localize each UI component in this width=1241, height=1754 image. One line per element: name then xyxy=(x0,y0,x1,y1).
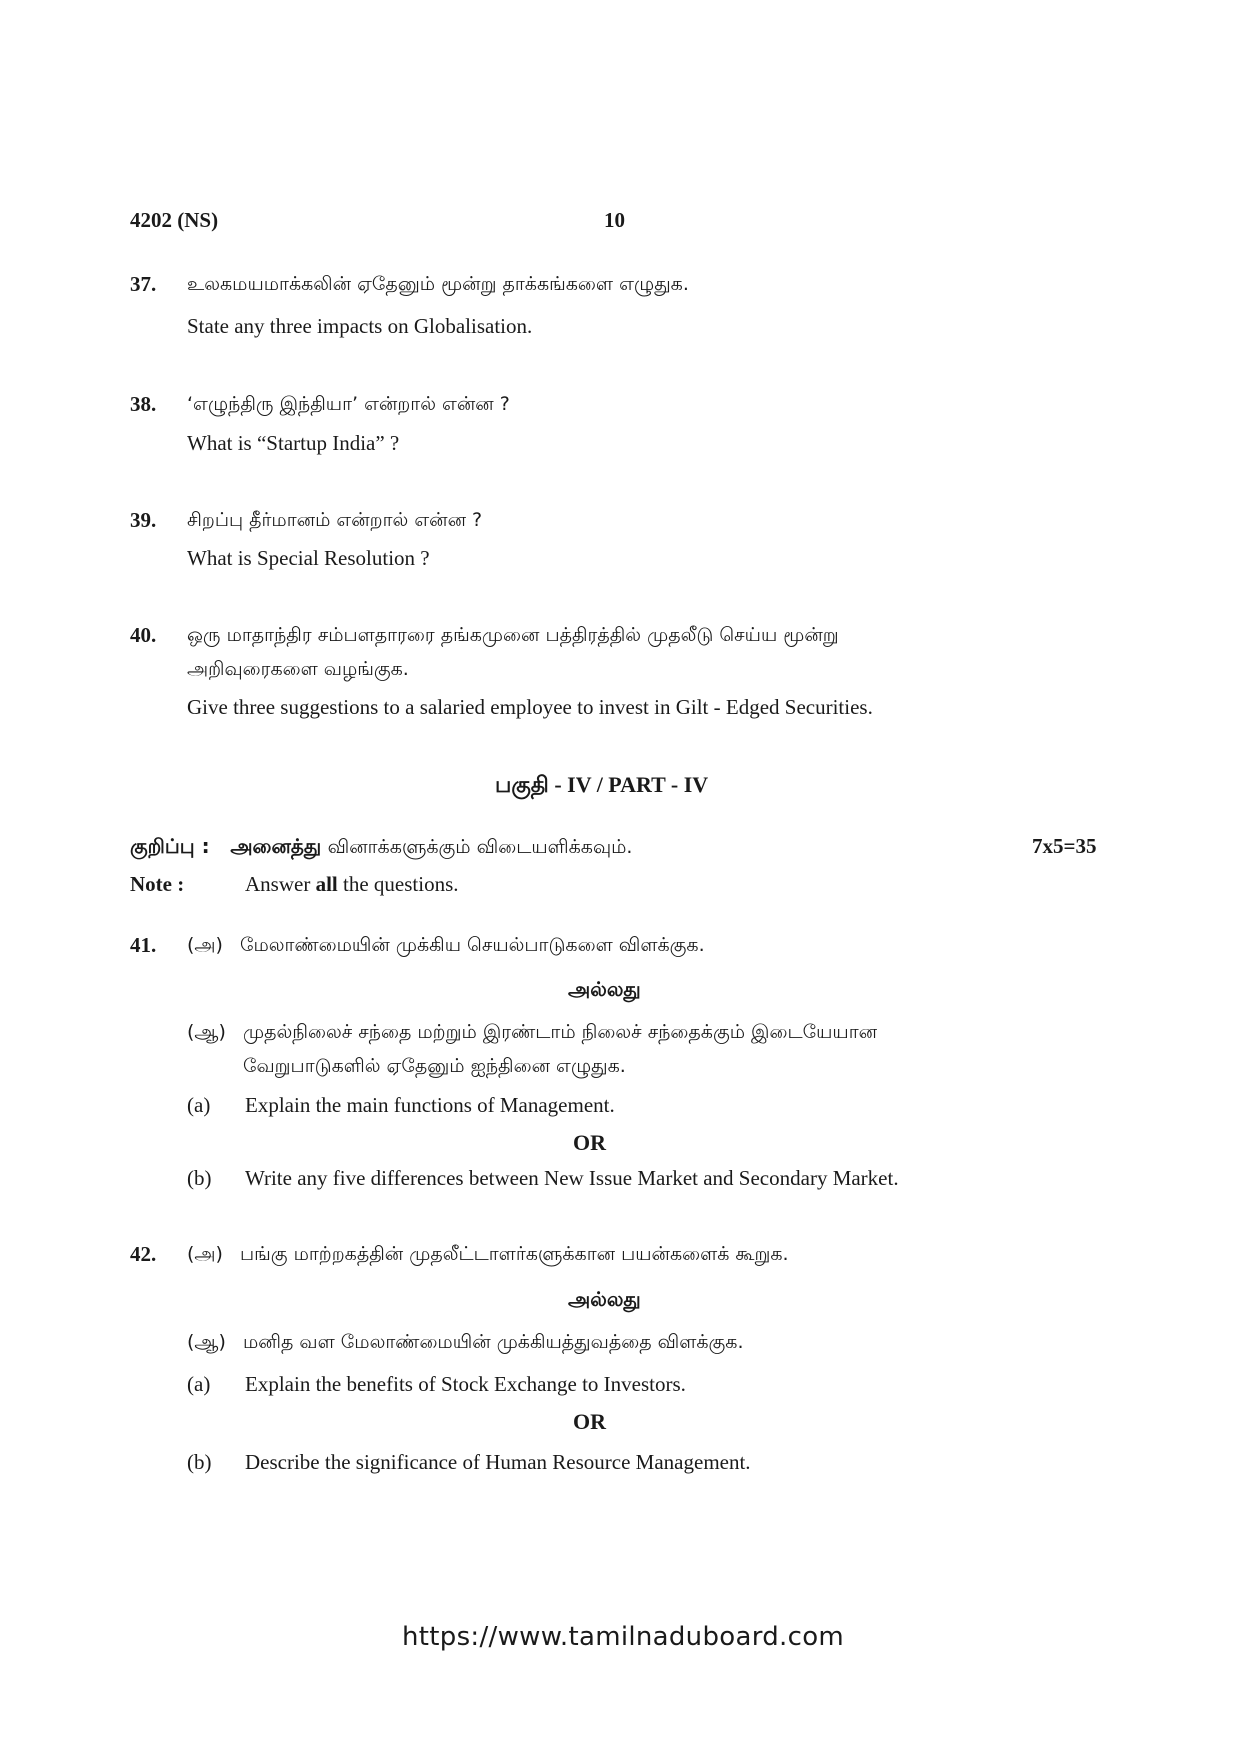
question-number: 40. xyxy=(130,623,157,647)
footer-url-link[interactable]: https://www.tamilnaduboard.com xyxy=(402,1622,845,1652)
note-label-tamil: குறிப்பு : xyxy=(130,834,210,858)
question-text-english: Explain the main functions of Management. xyxy=(245,1093,615,1117)
question-text-tamil: ஒரு மாதாந்திர சம்பளதாரரை தங்கமுனை பத்திரத்தில் முதலீடு செய்ய மூன்று xyxy=(187,624,839,646)
option-marker: (அ) xyxy=(187,1243,223,1265)
question-text-english: Give three suggestions to a salaried employee to invest in Gilt - Edged Securities. xyxy=(187,695,873,719)
option-marker: (b) xyxy=(187,1166,212,1190)
or-separator: OR xyxy=(573,1130,606,1155)
option-marker: (ஆ) xyxy=(187,1021,226,1043)
page-number: 10 xyxy=(604,208,625,232)
question-text-english: State any three impacts on Globalisation. xyxy=(187,314,533,338)
question-text-english: Write any five differences between New Issue Market and Secondary Market. xyxy=(245,1166,899,1190)
question-number: 41. xyxy=(130,933,157,957)
question-text-tamil: உலகமயமாக்கலின் ஏதேனும் மூன்று தாக்கங்களை எழுதுக. xyxy=(187,273,689,295)
or-separator-tamil: அல்லது xyxy=(568,1287,641,1311)
note-label: Note : xyxy=(130,872,185,896)
note-text-tamil: வினாக்களுக்கும் விடையளிக்கவும். xyxy=(327,836,633,858)
question-text-tamil: ‘எழுந்திரு இந்தியா’ என்றால் என்ன ? xyxy=(187,393,510,415)
question-text-tamil: பங்கு மாற்றகத்தின் முதலீட்டாளர்களுக்கான பயன்களைக் கூறுக. xyxy=(240,1243,789,1265)
paper-code: 4202 (NS) xyxy=(130,208,219,232)
marks-allocation: 7x5=35 xyxy=(1032,834,1097,858)
or-separator: OR xyxy=(573,1409,606,1434)
question-text-tamil: முதல்நிலைச் சந்தை மற்றும் இரண்டாம் நிலைச் சந்தைக்கும் இடையேயான xyxy=(243,1021,878,1043)
option-marker: (a) xyxy=(187,1093,211,1117)
part-heading: பகுதி - IV / PART - IV xyxy=(495,772,709,797)
question-number: 37. xyxy=(130,272,157,296)
note-text-bold: all xyxy=(315,872,338,896)
option-marker: (அ) xyxy=(187,934,223,956)
question-text-tamil: மனித வள மேலாண்மையின் முக்கியத்துவத்தை விளக்குக. xyxy=(243,1331,744,1353)
option-marker: (b) xyxy=(187,1450,212,1474)
question-text-english: Describe the significance of Human Resource Management. xyxy=(245,1450,751,1474)
question-number: 39. xyxy=(130,508,157,532)
note-text-pre: Answer xyxy=(245,872,311,896)
question-text-english: What is “Startup India” ? xyxy=(187,431,400,455)
question-text-tamil: மேலாண்மையின் முக்கிய செயல்பாடுகளை விளக்குக. xyxy=(240,934,705,956)
note-text xyxy=(245,872,459,897)
question-number: 38. xyxy=(130,392,157,416)
question-text-tamil: வேறுபாடுகளில் ஏதேனும் ஐந்தினை எழுதுக. xyxy=(243,1055,626,1077)
note-emphasis-tamil: அனைத்து xyxy=(230,834,322,858)
question-text-tamil: அறிவுரைகளை வழங்குக. xyxy=(187,658,409,680)
note-tamil xyxy=(130,834,632,861)
question-text-tamil: சிறப்பு தீர்மானம் என்றால் என்ன ? xyxy=(187,509,483,531)
note-text-post: the questions. xyxy=(343,872,459,896)
option-marker: (ஆ) xyxy=(187,1331,226,1353)
option-marker: (a) xyxy=(187,1372,211,1396)
question-text-english: Explain the benefits of Stock Exchange to Investors. xyxy=(245,1372,686,1396)
question-text-english: What is Special Resolution ? xyxy=(187,546,430,570)
question-number: 42. xyxy=(130,1242,157,1266)
or-separator-tamil: அல்லது xyxy=(568,977,641,1001)
